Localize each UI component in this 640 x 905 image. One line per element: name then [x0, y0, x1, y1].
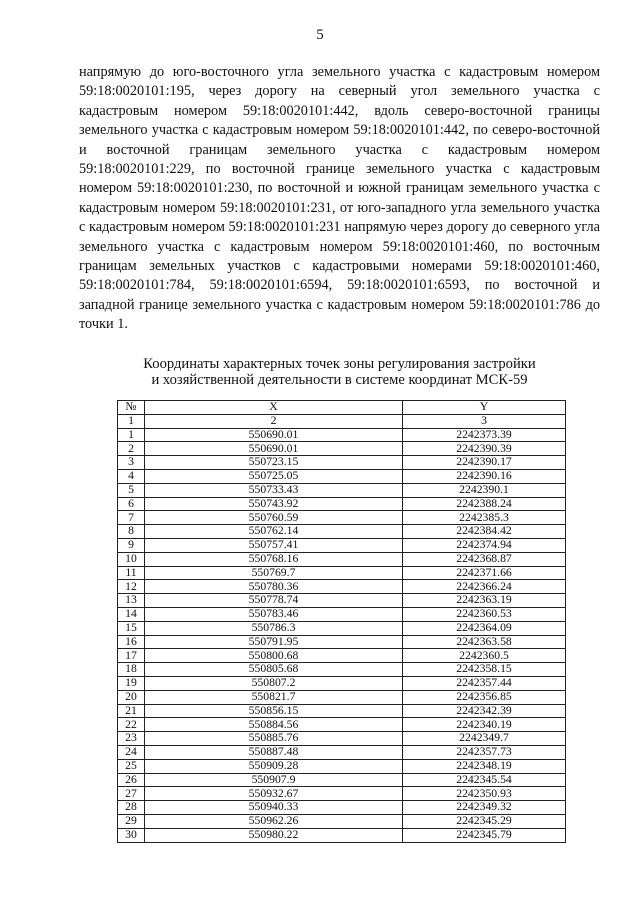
cell-number: 27 — [118, 787, 145, 801]
cell-number: 29 — [118, 814, 145, 828]
table-row — [118, 732, 566, 746]
cell-y: 2242363.19 — [403, 594, 566, 608]
cell-y: 2242357.73 — [403, 745, 566, 759]
cell-y: 2242371.66 — [403, 566, 566, 580]
cell-number: 12 — [118, 580, 145, 594]
table-row — [118, 497, 566, 511]
cell-y: 2242348.19 — [403, 759, 566, 773]
cell-y: 2242345.29 — [403, 814, 566, 828]
cell-x: 550723.15 — [145, 456, 403, 470]
table-row — [118, 787, 566, 801]
table-row — [118, 538, 566, 552]
cell-number: 30 — [118, 828, 145, 842]
cell-x: 550885.76 — [145, 732, 403, 746]
header-x: X — [145, 401, 403, 415]
cell-number: 7 — [118, 511, 145, 525]
cell-number: 1 — [118, 428, 145, 442]
cell-y: 2242385.3 — [403, 511, 566, 525]
cell-x: 550807.2 — [145, 676, 403, 690]
cell-y: 2242357.44 — [403, 676, 566, 690]
table-row — [118, 552, 566, 566]
cell-number: 28 — [118, 801, 145, 815]
cell-number: 11 — [118, 566, 145, 580]
cell-y: 2242360.5 — [403, 649, 566, 663]
header-y: Y — [403, 401, 566, 415]
table-row — [118, 483, 566, 497]
table-row — [118, 745, 566, 759]
table-row — [118, 607, 566, 621]
cell-number: 24 — [118, 745, 145, 759]
column-number-1: 1 — [118, 414, 145, 428]
table-row — [118, 428, 566, 442]
cell-x: 550907.9 — [145, 773, 403, 787]
cell-number: 15 — [118, 621, 145, 635]
cell-x: 550733.43 — [145, 483, 403, 497]
cell-number: 2 — [118, 442, 145, 456]
cell-x: 550884.56 — [145, 718, 403, 732]
cell-x: 550769.7 — [145, 566, 403, 580]
cell-x: 550783.46 — [145, 607, 403, 621]
cell-y: 2242342.39 — [403, 704, 566, 718]
cell-y: 2242366.24 — [403, 580, 566, 594]
table-title-line-1: Координаты характерных точек зоны регулирования застройки — [143, 356, 536, 372]
cell-y: 2242390.1 — [403, 483, 566, 497]
cell-y: 2242345.79 — [403, 828, 566, 842]
cell-number: 20 — [118, 690, 145, 704]
cell-x: 550760.59 — [145, 511, 403, 525]
cell-x: 550757.41 — [145, 538, 403, 552]
table-row — [118, 718, 566, 732]
table-row — [118, 525, 566, 539]
cell-y: 2242358.15 — [403, 663, 566, 677]
cell-y: 2242349.7 — [403, 732, 566, 746]
cell-x: 550932.67 — [145, 787, 403, 801]
cell-y: 2242350.93 — [403, 787, 566, 801]
table-row — [118, 566, 566, 580]
cell-number: 13 — [118, 594, 145, 608]
table-row — [118, 801, 566, 815]
cell-number: 19 — [118, 676, 145, 690]
cell-number: 10 — [118, 552, 145, 566]
cell-number: 9 — [118, 538, 145, 552]
column-number-2: 2 — [145, 414, 403, 428]
page-number: 5 — [316, 27, 324, 43]
cell-y: 2242364.09 — [403, 621, 566, 635]
cell-x: 550980.22 — [145, 828, 403, 842]
cell-number: 21 — [118, 704, 145, 718]
table-row — [118, 828, 566, 842]
cell-y: 2242349.32 — [403, 801, 566, 815]
cell-x: 550690.01 — [145, 442, 403, 456]
table-row — [118, 442, 566, 456]
table-row — [118, 704, 566, 718]
table-column-number-row — [118, 414, 566, 428]
table-row — [118, 580, 566, 594]
cell-number: 23 — [118, 732, 145, 746]
cell-x: 550768.16 — [145, 552, 403, 566]
table-row — [118, 773, 566, 787]
table-row — [118, 759, 566, 773]
cell-x: 550805.68 — [145, 663, 403, 677]
cell-y: 2242340.19 — [403, 718, 566, 732]
cell-y: 2242374.94 — [403, 538, 566, 552]
cell-x: 550743.92 — [145, 497, 403, 511]
cell-number: 18 — [118, 663, 145, 677]
cell-x: 550887.48 — [145, 745, 403, 759]
table-title-line-2: и хозяйственной деятельности в системе координат МСК-59 — [151, 372, 528, 388]
cell-y: 2242384.42 — [403, 525, 566, 539]
table-header-row — [118, 401, 566, 415]
cell-number: 25 — [118, 759, 145, 773]
cell-x: 550778.74 — [145, 594, 403, 608]
table-body — [118, 428, 566, 842]
cell-x: 550856.15 — [145, 704, 403, 718]
table-row — [118, 621, 566, 635]
header-number: № — [118, 401, 145, 415]
cell-number: 5 — [118, 483, 145, 497]
cell-number: 17 — [118, 649, 145, 663]
cell-x: 550762.14 — [145, 525, 403, 539]
cell-x: 550690.01 — [145, 428, 403, 442]
cell-y: 2242390.17 — [403, 456, 566, 470]
table-row — [118, 511, 566, 525]
cell-y: 2242363.58 — [403, 635, 566, 649]
cell-y: 2242390.39 — [403, 442, 566, 456]
coordinates-table — [117, 400, 566, 843]
table-row — [118, 676, 566, 690]
coordinates-table-container — [117, 400, 566, 843]
cell-x: 550940.33 — [145, 801, 403, 815]
cell-number: 14 — [118, 607, 145, 621]
table-title — [79, 356, 600, 388]
body-paragraph: напрямую до юго-восточного угла земельного участка с кадастровым номером 59:18:0020101:195, через дорогу на северный угол земельного участка с кадастровым номером 59:18:0020101:442, вдоль северо-восточной границы земельного участка с кадастровым номером 59:18:0020101:442, по северо-восточной и восточной границам земельного участка с кадастровым номером 59:18:0020101:229, по восточной границе земельного участка с кадастровым номером 59:18:0020101:230, по восточной и южной границам земельного участка с кадастровым номером 59:18:0020101:231, от юго-западного угла земельного участка с кадастровым номером 59:18:0020101:231 напрямую через дорогу до северного угла земельного участка с кадастровым номером 59:18:0020101:460, по восточным границам земельных участков с кадастровыми номерами 59:18:0020101:460, 59:18:0020101:784, 59:18:0020101:6594, 59:18:0020101:6593, по восточной и западной границе земельного участка с кадастровым номером 59:18:0020101:786 до точки 1. — [79, 64, 600, 333]
table-row — [118, 814, 566, 828]
cell-x: 550791.95 — [145, 635, 403, 649]
cell-y: 2242356.85 — [403, 690, 566, 704]
table-row — [118, 635, 566, 649]
cell-number: 4 — [118, 469, 145, 483]
table-row — [118, 469, 566, 483]
cell-y: 2242345.54 — [403, 773, 566, 787]
table-row — [118, 594, 566, 608]
cell-number: 8 — [118, 525, 145, 539]
cell-x: 550821.7 — [145, 690, 403, 704]
cell-number: 6 — [118, 497, 145, 511]
table-row — [118, 663, 566, 677]
table-row — [118, 456, 566, 470]
cell-number: 26 — [118, 773, 145, 787]
cell-y: 2242390.16 — [403, 469, 566, 483]
cell-number: 16 — [118, 635, 145, 649]
cell-x: 550800.68 — [145, 649, 403, 663]
cell-number: 3 — [118, 456, 145, 470]
table-row — [118, 690, 566, 704]
cell-x: 550962.26 — [145, 814, 403, 828]
cell-y: 2242368.87 — [403, 552, 566, 566]
cell-x: 550786.3 — [145, 621, 403, 635]
table-row — [118, 649, 566, 663]
cell-y: 2242388.24 — [403, 497, 566, 511]
cell-x: 550909.28 — [145, 759, 403, 773]
cell-x: 550780.36 — [145, 580, 403, 594]
column-number-3: 3 — [403, 414, 566, 428]
cell-y: 2242360.53 — [403, 607, 566, 621]
cell-number: 22 — [118, 718, 145, 732]
cell-x: 550725.05 — [145, 469, 403, 483]
cell-y: 2242373.39 — [403, 428, 566, 442]
